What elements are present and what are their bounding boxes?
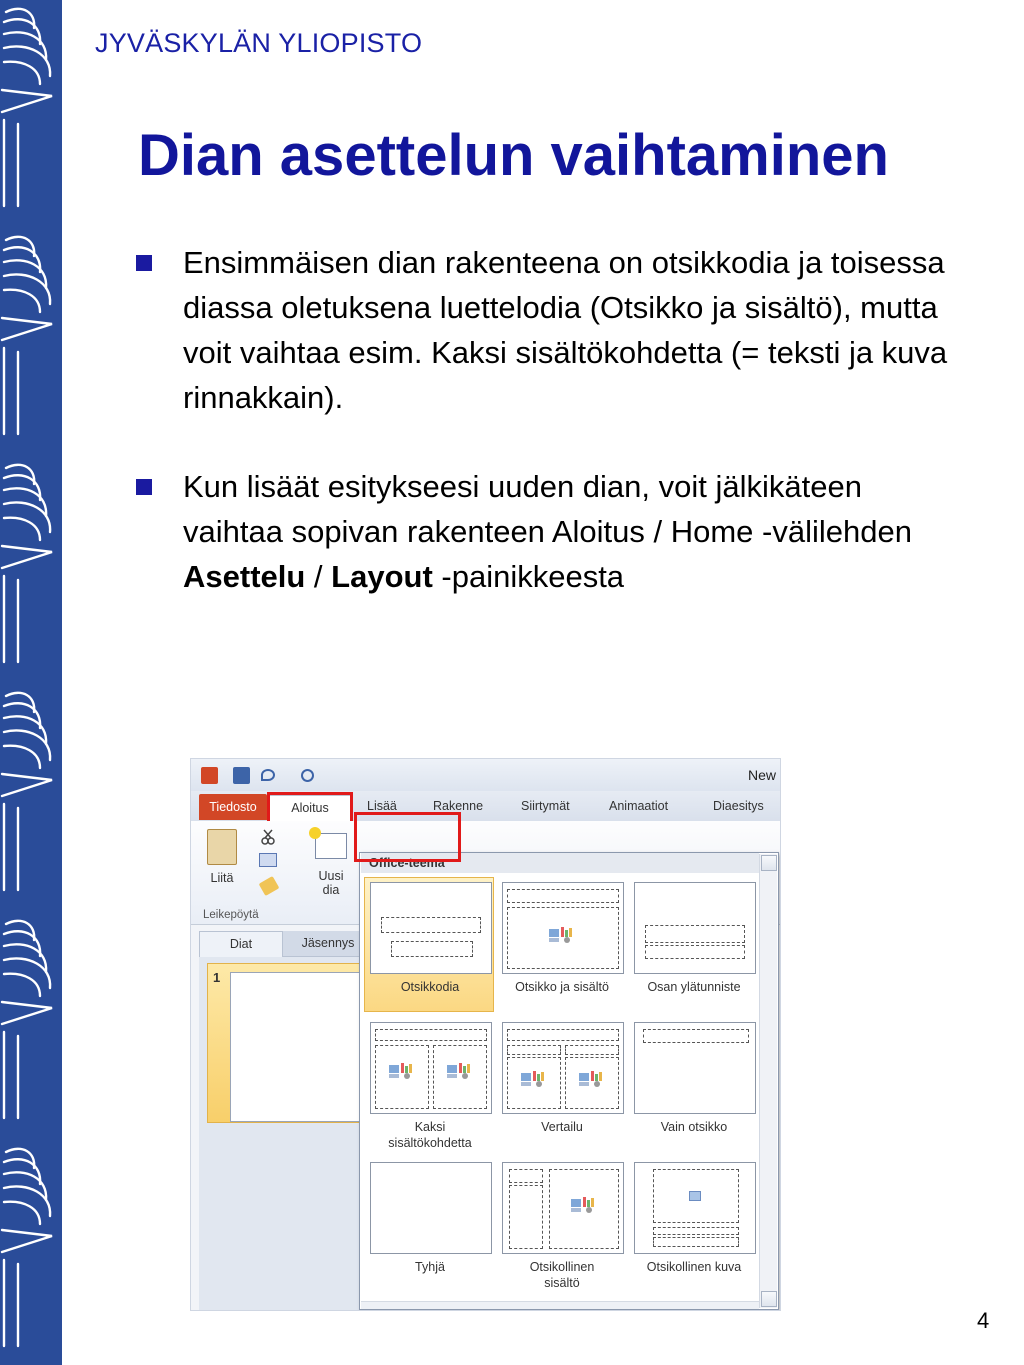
layout-label-line1: Otsikollinen [529, 1260, 595, 1274]
tab-insert[interactable]: Lisää [367, 799, 397, 813]
sparkle-icon [309, 827, 321, 839]
layout-picture-with-caption[interactable] [628, 1157, 758, 1292]
bullet-text [183, 464, 950, 599]
bullet-item [130, 464, 950, 599]
university-emblem-icon [0, 0, 62, 1365]
undo-icon[interactable] [261, 769, 275, 781]
gallery-footer [361, 1301, 759, 1309]
quick-access-toolbar [191, 759, 780, 791]
content-placeholder-icon [571, 1197, 595, 1213]
layout-label: Osan ylätunniste [647, 980, 741, 994]
bullet-list [130, 240, 950, 599]
layout-preview [370, 1162, 492, 1254]
content-placeholder-icon [447, 1063, 471, 1079]
sidebar-decoration [0, 0, 62, 1365]
new-slide-label-line1: Uusi [318, 869, 344, 883]
layout-label-line1: Kaksi [414, 1120, 446, 1134]
content-placeholder-icon [521, 1071, 545, 1087]
clipboard-group-label: Leikepöytä [203, 909, 259, 921]
new-slide-icon[interactable] [315, 833, 347, 859]
bullet-text-post: -painikkeesta [432, 559, 625, 594]
layout-comparison[interactable] [496, 1017, 626, 1152]
layout-preview [370, 1022, 492, 1114]
layout-content-with-caption[interactable] [496, 1157, 626, 1292]
new-slide-label [309, 869, 353, 897]
layout-label [365, 1119, 495, 1151]
layout-label [497, 1259, 627, 1291]
powerpoint-logo-icon [201, 767, 218, 784]
bullet-text-pre: Kun lisäät esitykseesi uuden dian, voit jälkikäteen vaihtaa sopivan rakenteen Aloitus / Home -välilehden [183, 469, 912, 549]
save-icon[interactable] [233, 767, 250, 784]
layout-preview [502, 1022, 624, 1114]
university-name: JYVÄSKYLÄN YLIOPISTO [95, 28, 423, 58]
square-bullet-icon [136, 479, 152, 495]
layout-section-header[interactable] [628, 877, 758, 1012]
pane-tabs [199, 931, 369, 957]
page-number: 4 [977, 1308, 990, 1333]
layout-preview [634, 882, 756, 974]
page-title: Dian asettelun vaihtaminen [138, 123, 889, 188]
redo-icon[interactable] [301, 769, 314, 782]
new-slide-label-line2: dia [322, 883, 340, 897]
slide-number: 1 [213, 970, 221, 985]
scroll-up-icon[interactable] [761, 855, 777, 871]
slide-thumbnail [230, 972, 370, 1122]
bullet-item [130, 240, 950, 420]
layout-gallery [359, 852, 779, 1310]
tab-animations[interactable]: Animaatiot [609, 799, 669, 813]
copy-icon[interactable] [259, 853, 277, 867]
content-placeholder-icon [549, 927, 573, 943]
layout-label: Vain otsikko [660, 1120, 728, 1134]
format-painter-icon[interactable] [259, 876, 280, 896]
layout-title-only[interactable] [628, 1017, 758, 1152]
tab-outline[interactable]: Jäsennys [301, 936, 355, 950]
tab-home[interactable]: Aloitus [269, 795, 351, 822]
layout-label: Otsikko ja sisältö [515, 980, 609, 994]
layout-preview [634, 1162, 756, 1254]
square-bullet-icon [136, 255, 152, 271]
layout-label: Otsikollinen kuva [646, 1260, 742, 1274]
layout-label: Vertailu [541, 1120, 583, 1134]
tab-design[interactable]: Rakenne [433, 799, 484, 813]
slide-thumbnail-selected[interactable] [207, 963, 367, 1123]
layout-label: Otsikkodia [400, 980, 460, 994]
slides-pane [199, 931, 369, 1311]
content-placeholder-icon [579, 1071, 603, 1087]
paste-label: Liitä [210, 871, 234, 885]
highlight-layout-button [354, 812, 461, 862]
tab-file[interactable]: Tiedosto [199, 794, 267, 820]
tab-transitions[interactable]: Siirtymät [521, 799, 570, 813]
bullet-bold-layout: Layout [331, 559, 433, 594]
cut-icon[interactable] [261, 829, 275, 845]
bullet-bold-asettelu: Asettelu [183, 559, 306, 594]
gallery-header: Office-teema [361, 853, 759, 873]
picture-placeholder-icon [689, 1191, 701, 1201]
layout-blank[interactable] [364, 1157, 494, 1292]
gallery-scrollbar[interactable] [759, 854, 777, 1308]
tab-slides[interactable]: Diat [199, 931, 283, 957]
powerpoint-screenshot [190, 758, 781, 1311]
layout-title-slide[interactable] [364, 877, 494, 1012]
scroll-down-icon[interactable] [761, 1291, 777, 1307]
layout-preview [502, 882, 624, 974]
layout-label-line2: sisältökohdetta [388, 1136, 472, 1150]
content-placeholder-icon [389, 1063, 413, 1079]
highlight-home-tab [267, 792, 353, 824]
layout-preview [370, 882, 492, 974]
bullet-text: Ensimmäisen dian rakenteena on otsikkodia ja toisessa diassa oletuksena luettelodia (Otsikko ja sisältö), mutta voit vaihtaa esim. Kaksi sisältökohdetta (= teksti ja kuva rinnakkain). [183, 245, 948, 415]
tab-slideshow[interactable]: Diaesitys [713, 799, 764, 813]
layout-label-line2: sisältö [544, 1276, 580, 1290]
layout-preview [502, 1162, 624, 1254]
layout-two-content[interactable] [364, 1017, 494, 1152]
paste-icon[interactable] [207, 829, 237, 865]
bullet-separator: / [305, 559, 332, 594]
layout-label: Tyhjä [415, 1260, 445, 1274]
window-title: New [747, 767, 776, 783]
layout-preview [634, 1022, 756, 1114]
layout-title-and-content[interactable] [496, 877, 626, 1012]
